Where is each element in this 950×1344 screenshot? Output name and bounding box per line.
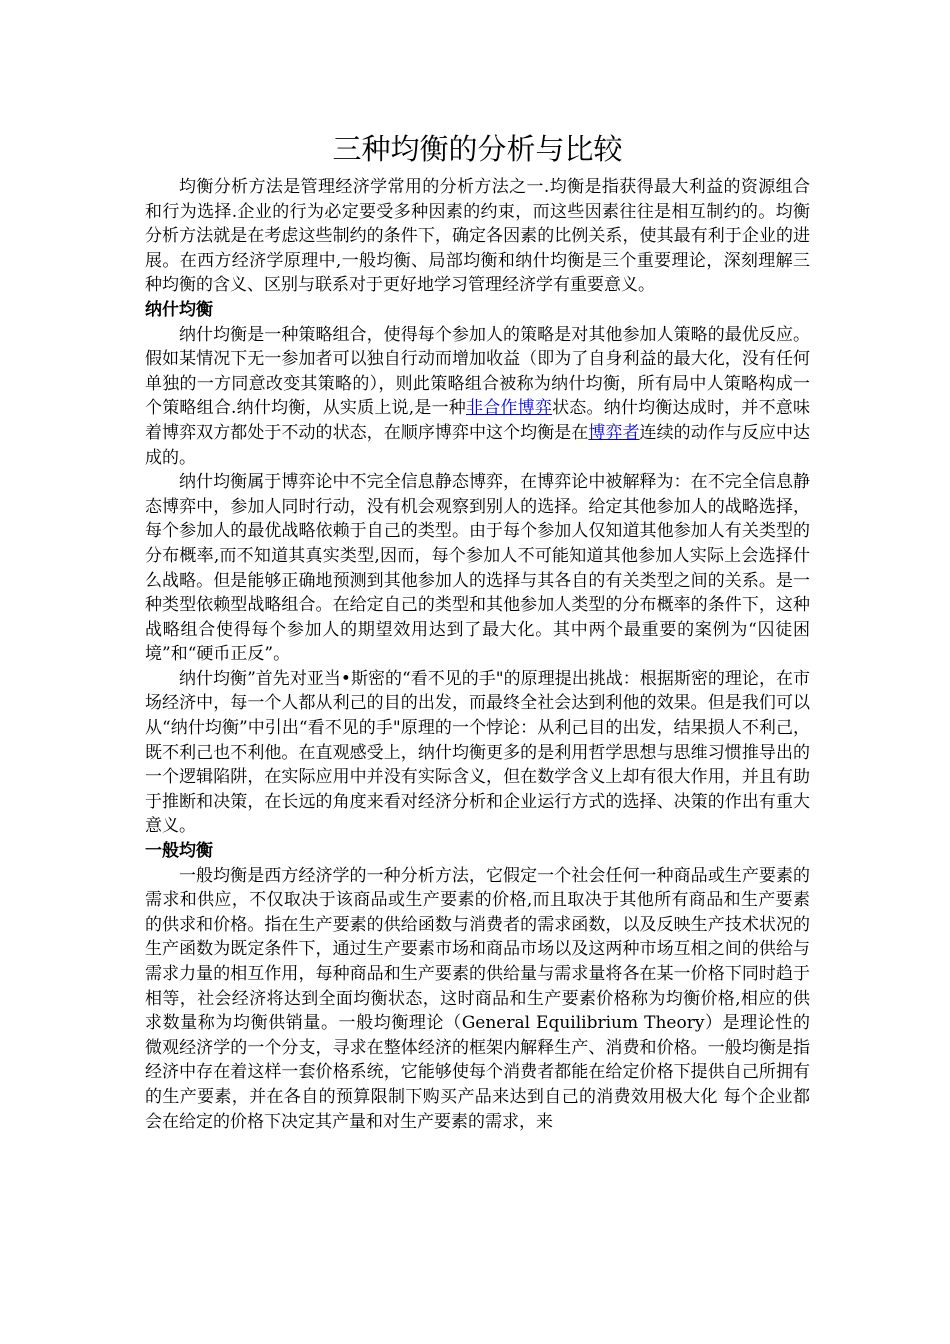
section-heading-nash: 纳什均衡	[145, 299, 213, 320]
document-title: 三种均衡的分析与比较	[332, 132, 623, 166]
nash-p1-text-b: 状态。纳什均衡达成时，并不意味着博弈双方都处于不动的状态，在顺序博弈中这个均衡是在	[145, 398, 811, 443]
link-game-player[interactable]: 博弈者	[588, 422, 640, 443]
nash-paragraph-1	[145, 323, 810, 471]
section-heading-general: 一般均衡	[145, 841, 213, 862]
nash-p1-text-a: 纳什均衡是一种策略组合，使得每个参加人的策略是对其他参加人策略的最优反应。假如某情况下无一参加者可以独自行动而增加收益（即为了自身利益的最大化，没有任何单独的一方同意改变其策略的），则此策略组合被称为纳什均衡，所有局中人策略构成一个策略组合.纳什均衡，从实质上说,是一种	[145, 324, 810, 419]
document-page	[145, 130, 810, 1134]
nash-p1-text-c: 连续的动作与反应中达成的。	[145, 422, 811, 468]
intro-paragraph: 均衡分析方法是管理经济学常用的分析方法之一.均衡是指获得最大利益的资源组合和行为选择.企业的行为必定要受多种因素的约束，而这些因素往往是相互制约的。均衡分析方法就是在考虑这些制约的条件下，确定各因素的比例关系，使其最有利于企业的进展。在西方经济学原理中,一般均衡、局部均衡和纳什均衡是三个重要理论，深刻理解三种均衡的含义、区别与联系对于更好地学习管理经济学有重要意义。	[145, 177, 810, 296]
general-paragraph-1: 一般均衡是西方经济学的一种分析方法，它假定一个社会任何一种商品或生产要素的需求和供应，不仅取决于该商品或生产要素的价格,而且取决于其他所有商品和生产要素的供求和价格。指在生产要素的供给函数与消费者的需求函数，以及反映生产技术状况的生产函数为既定条件下，通过生产要素市场和商品市场以及这两种市场互相之间的供给与需求力量的相互作用，每种商品和生产要素的供给量与需求量将各在某一价格下同时趋于相等，社会经济将达到全面均衡状态，这时商品和生产要素价格称为均衡价格,相应的供求数量称为均衡供销量。一般均衡理论（General Equilibrium Theory）是理论性的微观经济学的一个分支，寻求在整体经济的框架内解释生产、消费和价格。一般均衡是指经济中存在着这样一套价格系统，它能够使每个消费者都能在给定价格下提供自己所拥有的生产要素，并在各自的预算限制下购买产品来达到自己的消费效用极大化 每个企业都会在给定的价格下决定其产量和对生产要素的需求，来	[145, 865, 810, 1132]
nash-paragraph-3: 纳什均衡”首先对亚当•斯密的“看不见的手"的原理提出挑战：根据斯密的理论，在市场经济中，每一个人都从利己的目的出发，而最终全社会达到利他的效果。但是我们可以从“纳什均衡”中引出“看不见的手"原理的一个悖论：从利己目的出发，结果损人不利己，既不利己也不利他。在直观感受上，纳什均衡更多的是利用哲学思想与思维习惯推导出的一个逻辑陷阱，在实际应用中并没有实际含义，但在数学含义上却有很大作用，并且有助于推断和决策，在长远的角度来看对经济分析和企业运行方式的选择、决策的作出有重大意义。	[145, 668, 810, 837]
link-noncooperative-game[interactable]: 非合作博弈	[466, 398, 553, 419]
nash-paragraph-2: 纳什均衡属于博弈论中不完全信息静态博弈，在博弈论中被解释为：在不完全信息静态博弈中，参加人同时行动，没有机会观察到别人的选择。给定其他参加人的战略选择，每个参加人的最优战略依赖于自己的类型。由于每个参加人仅知道其他参加人有关类型的分布概率,而不知道其真实类型,因而，每个参加人不可能知道其他参加人实际上会选择什么战略。但是能够正确地预测到其他参加人的选择与其各自的有关类型之间的关系。是一种类型依赖型战略组合。在给定自己的类型和其他参加人类型的分布概率的条件下，这种战略组合使得每个参加人的期望效用达到了最大化。其中两个最重要的案例为“囚徒困境”和“硬币正反”。	[145, 472, 810, 665]
